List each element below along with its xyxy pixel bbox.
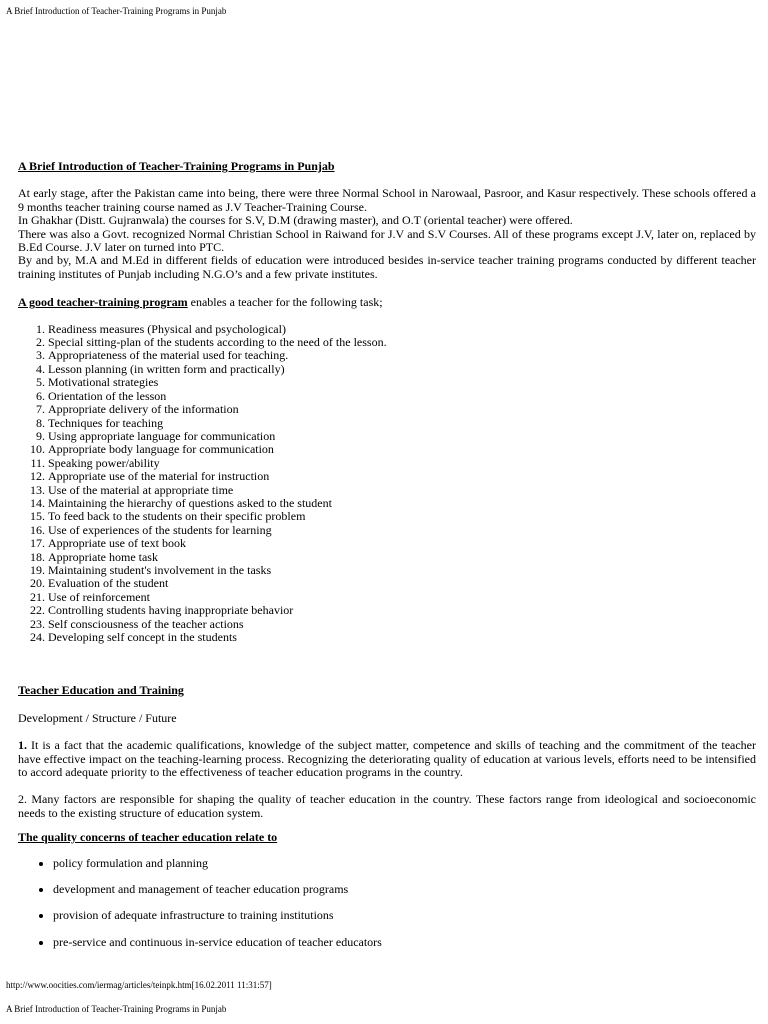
task-item: 14. Maintaining the hierarchy of questions asked to the student — [48, 497, 756, 510]
concern-item: • pre-service and continuous in-service education of teacher educators — [53, 936, 756, 949]
intro-line: By and by, M.A and M.Ed in different fields of education were introduced besides in-service teacher training programs conducted by different teacher training institutes of Punjab including N.G.O’s and a few private institutes. — [18, 253, 756, 281]
task-item: 17. Appropriate use of text book — [48, 537, 756, 550]
concerns-list — [18, 857, 756, 950]
paragraph-2: 2. Many factors are responsible for shaping the quality of teacher education in the country. These factors range from ideological and socioeconomic needs to the existing structure of education system. — [18, 792, 756, 820]
intro-line: In Ghakhar (Distt. Gujranwala) the courses for S.V, D.M (drawing master), and O.T (oriental teacher) were offered. — [18, 213, 573, 228]
task-item: 8. Techniques for teaching — [48, 417, 756, 430]
task-item: 12. Appropriate use of the material for instruction — [48, 470, 756, 483]
task-item: 9. Using appropriate language for communication — [48, 430, 756, 443]
task-item: 19. Maintaining student's involvement in the tasks — [48, 564, 756, 577]
concern-item: • provision of adequate infrastructure to training institutions — [53, 909, 756, 922]
intro-line: There was also a Govt. recognized Normal Christian School in Raiwand for J.V and S.V Courses. All of these programs except J.V, later on, replaced by B.Ed Course. J.V later on turned into PTC. — [18, 226, 756, 255]
article-body — [18, 160, 756, 962]
intro-block — [18, 187, 756, 281]
section-title-teacher-education: Teacher Education and Training — [18, 683, 184, 698]
task-list — [18, 323, 756, 645]
task-item: 7. Appropriate delivery of the information — [48, 403, 756, 416]
task-item: 16. Use of experiences of the students for learning — [48, 524, 756, 537]
concern-item: • policy formulation and planning — [53, 857, 756, 870]
good-program-rest: enables a teacher for the following task; — [187, 295, 383, 310]
page-running-header: A Brief Introduction of Teacher-Training Programs in Punjab — [6, 6, 227, 16]
task-item: 4. Lesson planning (in written form and practically) — [48, 363, 756, 376]
task-item: 10. Appropriate body language for communication — [48, 443, 756, 456]
page-running-footer: A Brief Introduction of Teacher-Training Programs in Punjab — [6, 1004, 227, 1014]
article-title: A Brief Introduction of Teacher-Training Programs in Punjab — [18, 159, 335, 173]
task-item: 23. Self consciousness of the teacher actions — [48, 618, 756, 631]
paragraph-1-number: 1. — [18, 738, 27, 753]
task-item: 20. Evaluation of the student — [48, 577, 756, 590]
source-url: http://www.oocities.com/iermag/articles/teinpk.htm[16.02.2011 11:31:57] — [6, 980, 272, 990]
task-item: 2. Special sitting-plan of the students according to the need of the lesson. — [48, 336, 756, 349]
paragraph-1-text: It is a fact that the academic qualifications, knowledge of the subject matter, competence and skills of teaching and the commitment of the teacher have effective impact on the teaching-learning process. Recognizing the deteriorating quality of education at various levels, efforts need to be intensified to accord adequate priority to the effectiveness of teacher education programs in the country. — [18, 738, 756, 780]
task-item: 3. Appropriateness of the material used for teaching. — [48, 349, 756, 362]
paragraph-1 — [18, 739, 756, 779]
task-item: 15. To feed back to the students on their specific problem — [48, 510, 756, 523]
task-item: 22. Controlling students having inappropriate behavior — [48, 604, 756, 617]
good-program-line — [18, 296, 756, 309]
task-item: 5. Motivational strategies — [48, 376, 756, 389]
good-program-label: A good teacher-training program — [18, 295, 188, 310]
task-item: 1. Readiness measures (Physical and psychological) — [48, 323, 756, 336]
quality-concerns-heading: The quality concerns of teacher education relate to — [18, 830, 278, 845]
task-item: 11. Speaking power/ability — [48, 457, 756, 470]
concern-item: • development and management of teacher education programs — [53, 883, 756, 896]
section-subtitle: Development / Structure / Future — [18, 710, 177, 725]
task-item: 13. Use of the material at appropriate time — [48, 484, 756, 497]
task-item: 21. Use of reinforcement — [48, 591, 756, 604]
task-item: 6. Orientation of the lesson — [48, 390, 756, 403]
task-item: 24. Developing self concept in the students — [48, 631, 756, 644]
task-item: 18. Appropriate home task — [48, 551, 756, 564]
intro-line: At early stage, after the Pakistan came into being, there were three Normal School in Narowaal, Pasroor, and Kasur respectively. These schools offered a 9 months teacher training course named as J.V Teacher-Training Course. — [18, 186, 756, 214]
